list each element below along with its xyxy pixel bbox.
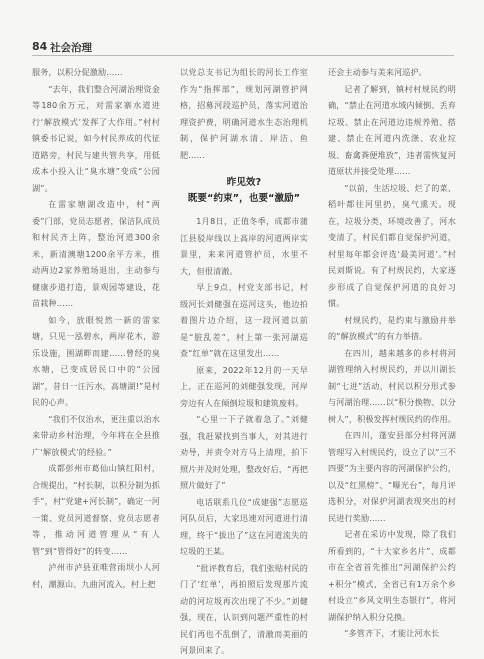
- subheading-line: 昨见效?: [226, 177, 262, 188]
- paragraph: “去年，我们整合河湖治理资金等180余万元，对雷家寨水道进行‘解放模式’发挥了大作用。”村村镇委书记说，如今村民养成的代征道路旁，村民与建共管共享，用低成本小投入让“臭水塘”变成“公园湖”。: [32, 83, 160, 193]
- text-column-2: [180, 64, 309, 655]
- section-subheading: [180, 175, 308, 207]
- paragraph: 记者在采访中发现，除了我们所看到的，“十大家乡名片”、成都市在全省首先推出“河湖保护公约+积分”模式，全省已有1万余个乡村设立“乡风文明生态银行”，将河湖保护纳入积分兑换。: [328, 529, 456, 622]
- paragraph: 在四川，越来越多的乡村将河湖管理纳入村规民约，并以川湖长制“七进”活动，村民以积分形式参与河湖治理……以“积分换物、以分树人”，积极发挥村规民约的作用。: [328, 347, 457, 424]
- paragraph: 记者了解到，镇村村规民约明确，“禁止在河道水域内倾倒、丢弃垃圾、禁止在河道边违规养殖、搭建、禁止在河道内洗涤、农业垃圾、畜禽粪便堆放”，违者需恢复河道原状并接受处理……: [328, 83, 457, 176]
- page-number: 84: [32, 40, 48, 53]
- paragraph: 早上9点，村党支部书记，村级河长刘健强在巡河这头，他边拍着图片边介绍，这一段河道以前是“脏乱差”，村上第一张河湖巡查“红单”就在这里发出……: [180, 282, 308, 358]
- paragraph: “批评教育后，我们张贴村民的门了‘红单’，再拍照后发现那片流动的河垃圾再次出现了不少。”刘健强，现在，认识到问题严重性的村民们再也不乱倒了，清澈而美丽的河景回来了。: [180, 562, 308, 655]
- section-title: 社会治理: [50, 42, 92, 54]
- text-column-3: [328, 64, 457, 638]
- subheading-line: 既要“约束”，也要“激励”: [187, 193, 301, 204]
- paragraph: 成都彭州市葛仙山镇红阳村，合规提出，“村长制，以积分制为抓手”，村“党建+河长制”，确定一河一策、党员河道督察、党员志愿者等，推动河道管理从“有人管”到“管得好”的转变……: [32, 463, 161, 556]
- paragraph: 在雷家塘湖改造中，村“两委”门部，党员志愿者，保洁队成员和村民齐上阵，整治河道300余米，新清澳塘1200余平方米，推动两边2家养殖场退出，主动参与健康步道打造，景观园等建设，花苗栽种……: [32, 199, 161, 308]
- paragraph: 还会主动参与美来河巡护。: [328, 67, 427, 77]
- paragraph: “心里一下子就着急了。”刘健强，我赶紧找到当事人，对其进行劝导，并责令对方马上清理，拍下照片并及时处理，整改好后，“再把照片做好了”: [180, 414, 309, 490]
- paragraph: 在四川，蓬安县部分村将河湖管理写入村规民约，设立了以“三不四要”为主要内容的河湖保护公约，以及“红黑榜”、“曝光台”，每月评选积分，对保护河湖表现突出的村民进行奖励……: [328, 430, 457, 523]
- paragraph: 泸州市泸县亚唯营雨坝小人河村，潮源山、九曲河流入，村上把: [32, 562, 160, 589]
- text-column-1: [32, 64, 160, 634]
- paragraph: “以前，生活垃圾、烂了的菜、稻叶都往河里扔，臭气熏天。现在，垃圾分类，环境改善了，河水变清了，村民们都自觉保护河道，村里每年都会评选‘最美河道’。”村民刘斯说。有了村规民约，大家逐步形成了自觉保护河道的良好习惯。: [328, 182, 456, 308]
- paragraph: “我们不仅治水，更注重以治水来带动乡村治理，今年将在全县推广‘解放模式’的经验。”: [32, 413, 160, 457]
- paragraph: 原来，2022年12月的一天早上，正在巡河的刘健强发现，河岸旁边有人在倾倒垃圾和建筑废料。: [180, 364, 308, 408]
- article-body: [32, 64, 457, 655]
- paragraph: 1月8日，正值冬季，成都市蒲江县驳岸线以上高岸的河道两岸实景里，来来河道管护员，水里不大，但很清澈。: [180, 216, 308, 276]
- paragraph: “多管齐下，才能让河水长: [344, 628, 440, 638]
- page-header: [0, 0, 484, 62]
- header-rule: [32, 55, 454, 56]
- paragraph: 服务，以积分促激励……: [32, 67, 123, 77]
- paragraph: 村规民约，是约束与激励并举的“解放模式”的有力举措。: [328, 314, 456, 341]
- paragraph: 如今，放眼悦然一新的雷家塘，只见一泓碧水，两岸花木，游乐设施，围湖畔而建……曾经的臭水塘，已变成居民口中的“公园湖”，昔日一汪污水，高塘湖!”是村民的心声。: [32, 314, 160, 407]
- paragraph: 电话联系几位“成建强”志愿巡河队员后，大家迅速对河道进行清理，终于“拔出了”这在河道流失的垃圾的王某。: [180, 496, 308, 556]
- paragraph: 以党总支书记为组长的河长工作室作为“指挥部”，规划河湖管护网格，招募河段巡护员，落实河道治理资护费，明确河道水生态治理机制，保护河湖水清、岸洁、鱼肥……: [180, 67, 308, 160]
